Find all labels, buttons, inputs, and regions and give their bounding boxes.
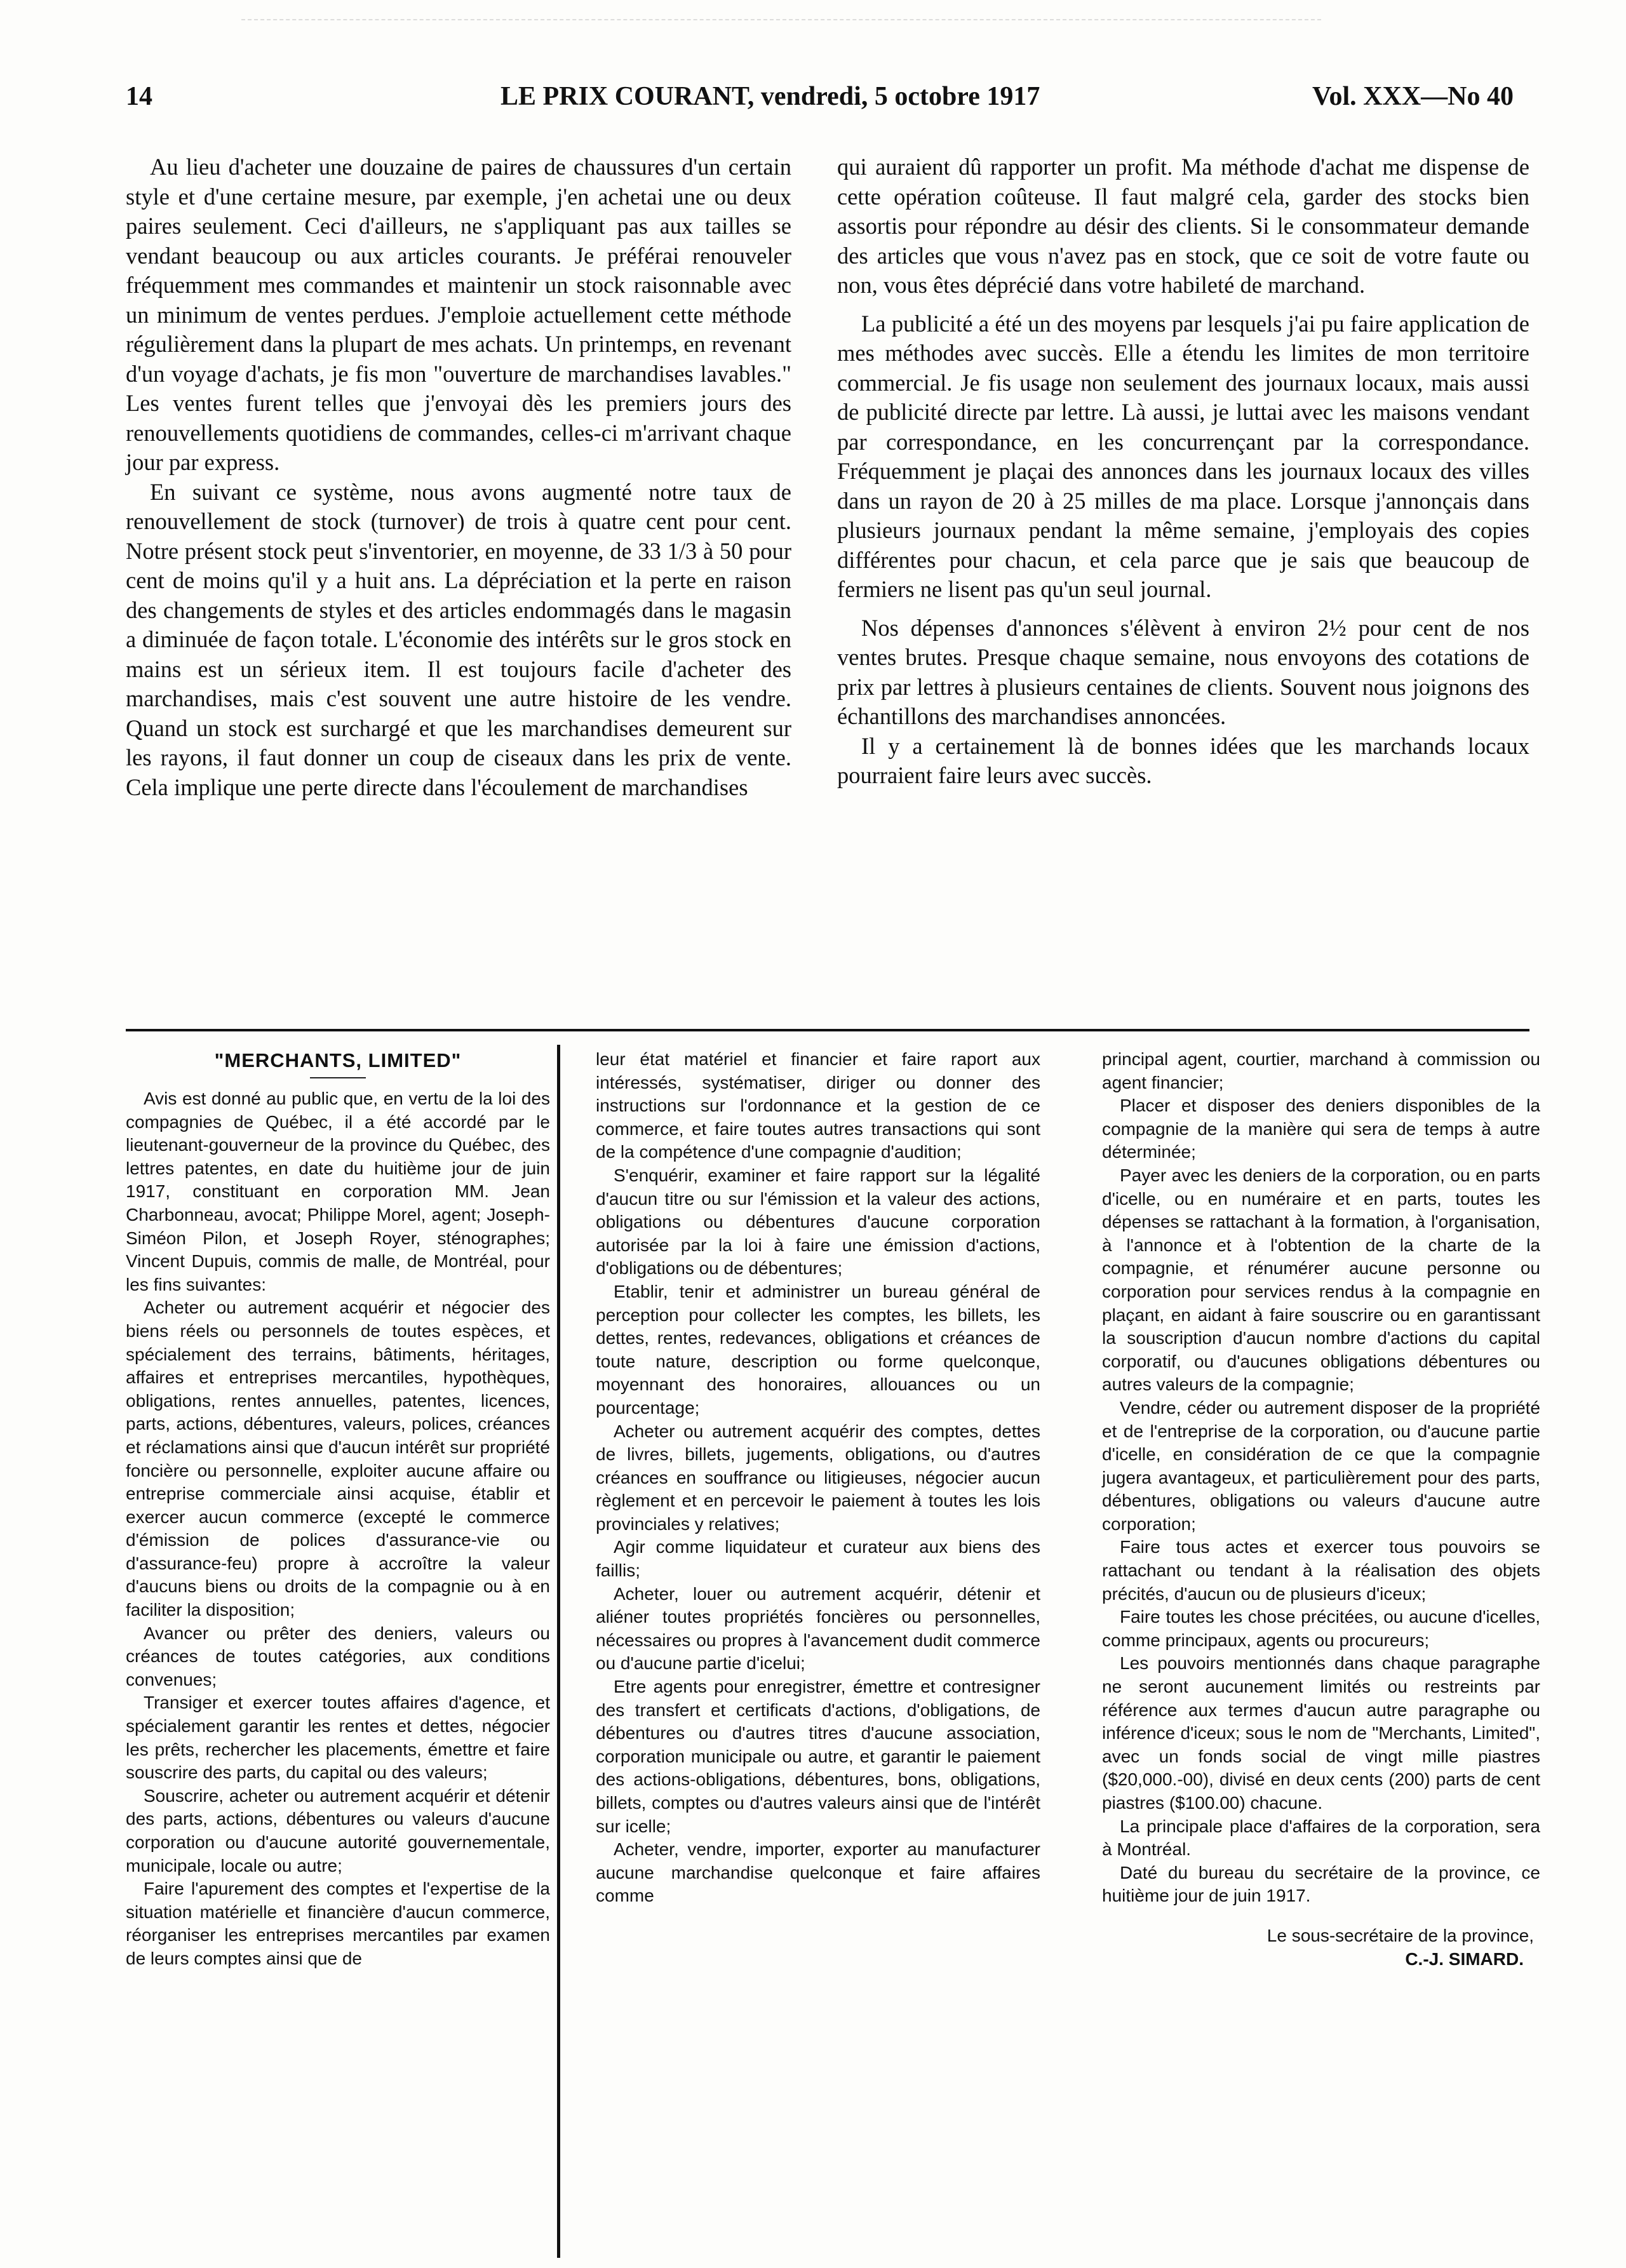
section-divider xyxy=(126,1029,1529,1031)
notice-title: "MERCHANTS, LIMITED" xyxy=(214,1049,462,1071)
notice-paragraph: Acheter ou autrement acquérir des comptes, dettes de livres, billets, jugements, obligations, ou d'autres créances en souffrance ou litigieuses, négocier aucun règlement et en percevoir le paiement à toutes les lois provinciales y relatives; xyxy=(596,1421,1040,1534)
title-dash xyxy=(310,1077,366,1082)
notice-paragraph: S'enquérir, examiner et faire rapport sur la légalité d'aucun titre ou sur l'émission et la valeur des actions, obligations ou débentures d'aucune corporation autorisée par la loi à faire une émission d'actions, d'obligations ou de débentures; xyxy=(596,1165,1040,1278)
notice-paragraph: Payer avec les deniers de la corporation, ou en parts d'icelle, ou en numéraire et en parts, toutes les dépenses se rattachant à la formation, à l'organisation, à l'annonce et à l'obtention de la charte de la compagnie, et rénumérer aucune personne ou corporation pour services rendus à la compagnie en plaçant, en aidant à faire souscrire ou en garantissant la souscription d'aucun nombre d'actions du capital corporatif, ou d'aucunes obligations débentures ou autres valeurs de la compagnie; xyxy=(1102,1165,1540,1395)
notice-paragraph: Etre agents pour enregistrer, émettre et contresigner des transfert et certificats d'actions, d'obligations, de débentures ou d'autres titres d'aucune association, corporation municipale ou autre, et garantir le paiement des actions-obligations, débentures, bons, obligations, billets, comptes ou d'autres valeurs ainsi que de l'intérêt sur icelle; xyxy=(596,1677,1040,1836)
article-paragraph: Au lieu d'acheter une douzaine de paires de chaussures d'un certain style et d'une certaine mesure, par exemple, j'en achetai une ou deux paires seulement. Ceci d'ailleurs, ne s'appliquant pas aux tailles se vendant beaucoup ou aux articles courants. Je préférai renouveler fréquemment mes commandes et maintenir un stock raisonnable avec un minimum de ventes perdues. J'emploie actuellement cette méthode régulièrement dans la plupart de mes achats. Un printemps, en revenant d'un voyage d'achats, je fis mon "ouverture de marchandises lavables." Les ventes furent telles que j'envoyai dès les premiers jours des renouvellements quotidiens de commandes, celles-ci m'arrivant chaque jour par express. xyxy=(126,154,791,475)
notice-paragraph: Daté du bureau du secrétaire de la province, ce huitième jour de juin 1917. xyxy=(1102,1862,1540,1906)
notice-paragraph: Avancer ou prêter des deniers, valeurs ou créances de toutes catégories, aux conditions convenues; xyxy=(126,1623,550,1689)
notice-paragraph: Transiger et exercer toutes affaires d'agence, et spécialement garantir les rentes et dettes, négocier les prêts, rechercher les placements, émettre et faire souscrire des parts, du capital ou des valeurs; xyxy=(126,1693,550,1783)
notice-paragraph: La principale place d'affaires de la corporation, sera à Montréal. xyxy=(1102,1816,1540,1860)
scan-artifact xyxy=(241,19,1321,22)
notice-paragraph: Acheter ou autrement acquérir et négocier des biens réels ou personnels de toutes espèces, et spécialement des terrains, bâtiments, héritages, affaires et entreprises mercantiles, hypothèques, obligations, rentes annuelles, patentes, licences, parts, actions, débentures, valeurs, polices, créances et réclamations ainsi que d'aucun intérêt sur propriété foncière ou personnelle, exploiter aucune affaire ou entreprise commerciale ainsi acquise, établir et exercer aucun commerce (excepté le commerce d'émission de polices d'assurance-vie ou d'assurance-feu) propre à accroître la valeur d'aucuns biens ou droits de la compagnie ou à en faciliter la disposition; xyxy=(126,1298,550,1620)
article-column-1 xyxy=(126,152,791,802)
notice-paragraph: principal agent, courtier, marchand à commission ou agent financier; xyxy=(1102,1049,1540,1092)
publication-title: LE PRIX COURANT, vendredi, 5 octobre 1917 xyxy=(501,82,1040,111)
notice-paragraph: Faire l'apurement des comptes et l'expertise de la situation matérielle et financière d'aucun commerce, réorganiser les entreprises mercantiles par examen de leurs comptes ainsi que de xyxy=(126,1879,550,1968)
page-number: 14 xyxy=(126,82,152,111)
notice-paragraph: Acheter, vendre, importer, exporter au manufacturer aucune marchandise quelconque et faire affaires comme xyxy=(596,1839,1040,1906)
article-paragraph: La publicité a été un des moyens par lesquels j'ai pu faire application de mes méthodes avec succès. Elle a étendu les limites de mon territoire commercial. Je fis usage non seulement des journaux locaux, mais aussi de publicité directe par lettre. Là aussi, je luttai avec les maisons vendant par correspondance, en les concurrençant par la correspondance. Fréquemment je plaçai des annonces dans les journaux locaux des villes dans un rayon de 20 à 25 milles de ma place. Lorsque j'annonçais dans plusieurs journaux pendant la même semaine, j'employais des copies différentes pour chacun, et cela parce que je sais que beaucoup de fermiers ne lisent pas qu'un seul journal. xyxy=(837,310,1529,602)
notice-paragraph: Placer et disposer des deniers disponibles de la compagnie de la manière qui sera de temps à autre déterminée; xyxy=(1102,1096,1540,1162)
notice-column-1 xyxy=(126,1048,550,1971)
volume-number: Vol. XXX—No 40 xyxy=(1312,82,1514,111)
notice-paragraph: Avis est donné au public que, en vertu de la loi des compagnies de Québec, il a été accordé par le lieutenant-gouverneur de la province du Québec, des lettres patentes, en date du huitième jour de juin 1917, constituant en corporation MM. Jean Charbonneau, avocat; Philippe Morel, agent; Joseph-Siméon Pilon, et Joseph Royer, sténographes; Vincent Dupuis, commis de malle, de Montréal, pour les fins suivantes: xyxy=(126,1089,550,1294)
notice-paragraph: Agir comme liquidateur et curateur aux biens des faillis; xyxy=(596,1537,1040,1581)
signature-name: C.-J. SIMARD. xyxy=(1405,1949,1524,1969)
notice-paragraph: Acheter, louer ou autrement acquérir, détenir et aliéner toutes propriétés foncières ou personnelles, nécessaires ou propres à l'avancement dudit commerce ou d'aucune partie d'icelui; xyxy=(596,1583,1040,1674)
page-header xyxy=(126,81,1523,126)
article-paragraph: qui auraient dû rapporter un profit. Ma méthode d'achat me dispense de cette opération coûteuse. Il faut malgré cela, garder des stocks bien assortis pour répondre au désir des clients. Si le consommateur demande des articles que vous n'avez pas en stock, que ce soit de votre faute ou non, vous êtes déprécié dans votre habileté de marchand. xyxy=(837,154,1529,298)
notice-paragraph: Souscrire, acheter ou autrement acquérir et détenir des parts, actions, débentures ou valeurs d'aucune corporation ou d'aucune autorité gouvernementale, municipale, locale ou autre; xyxy=(126,1785,550,1875)
article-paragraph: Il y a certainement là de bonnes idées que les marchands locaux pourraient faire leurs avec succès. xyxy=(837,732,1529,788)
article-paragraph: Nos dépenses d'annonces s'élèvent à environ 2½ pour cent de nos ventes brutes. Presque chaque semaine, nous envoyons des cotations de prix par lettres à plusieurs centaines de clients. Souvent nous joignons des échantillons des marchandises annoncées. xyxy=(837,614,1529,729)
signature-title: Le sous-secrétaire de la province, xyxy=(1267,1925,1534,1945)
notice-column-2 xyxy=(596,1048,1040,1908)
notice-paragraph: Faire tous actes et exercer tous pouvoirs se rattachant ou tendant à la réalisation des objets précités, d'aucun ou de plusieurs d'iceux; xyxy=(1102,1537,1540,1604)
column-divider xyxy=(557,1045,560,2258)
notice-paragraph: Vendre, céder ou autrement disposer de la propriété et de l'entreprise de la corporation, ou d'aucune partie d'icelle, en considération de ce que la compagnie jugera avantageux, et particulièrement pour des parts, débentures, obligations ou valeurs d'aucune autre corporation; xyxy=(1102,1397,1540,1534)
notice-paragraph: Etablir, tenir et administrer un bureau général de perception pour collecter les comptes, les billets, les dettes, rentes, redevances, obligations et créances de toute nature, description ou forme quelconque, moyennant des honoraires, allouances ou un pourcentage; xyxy=(596,1281,1040,1418)
notice-paragraph: Faire toutes les chose précitées, ou aucune d'icelles, comme principaux, agents ou procureurs; xyxy=(1102,1607,1540,1650)
notice-paragraph: Les pouvoirs mentionnés dans chaque paragraphe ne seront aucunement limités ou restreints par référence aux termes d'aucun autre paragraphe ou inférence d'iceux; sous le nom de "Merchants, Limited", avec un fonds social de vingt mille piastres ($20,000.-00), divisé en deux cents (200) parts de cent piastres ($100.00) chacune. xyxy=(1102,1653,1540,1813)
notice-column-3 xyxy=(1102,1048,1540,1971)
article-paragraph: En suivant ce système, nous avons augmenté notre taux de renouvellement de stock (turnover) de trois à quatre cent pour cent. Notre présent stock peut s'inventorier, en moyenne, de 33 1/3 à 50 pour cent de moins qu'il y a huit ans. La dépréciation et la perte en raison des changements de styles et des articles endommagés dans le magasin a diminuée de façon totale. L'économie des intérêts sur le gros stock en mains est un sérieux item. Il est toujours facile d'acheter des marchandises, mais c'est souvent une autre histoire de les vendre. Quand un stock est surchargé et que les marchandises demeurent sur les rayons, il faut donner un coup de ciseaux dans les prix de vente. Cela implique une perte directe dans l'écoulement de marchandises xyxy=(126,478,791,800)
notice-paragraph: leur état matériel et financier et faire raport aux intéressés, systématiser, diriger ou donner des instructions sur l'ordonnance et la gestion de ce commerce, et faire toutes autres transactions qui sont de la compétence d'une compagnie d'audition; xyxy=(596,1049,1040,1162)
article-column-2 xyxy=(837,152,1529,791)
